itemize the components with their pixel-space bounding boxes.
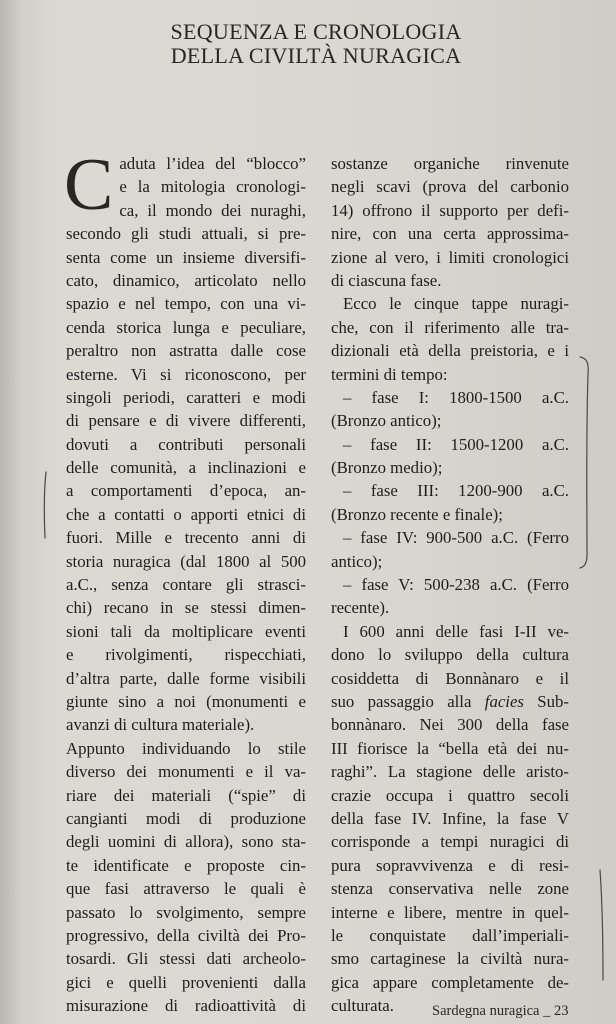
pencil-bracket-mark <box>578 355 592 570</box>
text-line: di ciascuna fase. <box>331 270 442 290</box>
text-line: stenza conservativa nelle zone <box>331 879 569 899</box>
text-line: sostanze organiche rinvenute <box>331 154 569 173</box>
text-line: le conquistate dall’imperiali- <box>331 925 569 945</box>
pencil-margin-mark <box>598 868 606 983</box>
text-line: passato lo svolgimento, sempre <box>66 902 306 922</box>
text-line: riare dei materiali (“spie” di <box>66 785 306 805</box>
text-line: progressivo, della civiltà dei Pro- <box>66 925 306 945</box>
text-line: bonnànaro. Nei 300 della fase <box>331 715 569 735</box>
text-line: (Bronzo recente e finale); <box>331 504 503 524</box>
title-line-2: DELLA CIVILTÀ NURAGICA <box>170 43 462 68</box>
text-line: dovuti a contributi personali <box>66 434 306 454</box>
text-line: gica appare completamente de- <box>331 972 569 992</box>
phase-item: – fase IV: 900-500 a.C. (Ferro <box>343 528 569 548</box>
text-line: dizionali età della preistoria, e i <box>331 341 569 361</box>
text-line: cangianti modi di produzione <box>66 808 306 828</box>
phase-item: – fase V: 500-238 a.C. (Ferro <box>343 575 569 595</box>
text-line: a.C., senza contare gli strasci- <box>66 575 306 595</box>
text-line: della fase IV. Infine, la fase V <box>331 808 569 828</box>
text-line: (Bronzo medio); <box>331 458 443 478</box>
text-line: storia nuragica (dal 1800 al 500 <box>66 551 306 571</box>
text-line: III fiorisce la “bella età dei nu- <box>331 738 569 758</box>
text-line: (Bronzo antico); <box>331 411 442 431</box>
text-line: dono lo sviluppo della cultura <box>331 645 569 665</box>
italic-word: facies <box>484 691 524 711</box>
text-line: nire, con una certa approssima- <box>331 224 569 244</box>
text-line: crazie occupa i quattro secoli <box>331 785 569 805</box>
text-line: e rivolgimenti, rispecchiati, <box>66 645 306 665</box>
text-segment: suo passaggio alla <box>331 691 485 711</box>
text-segment: Sub- <box>523 691 569 711</box>
text-line <box>331 690 569 713</box>
phase-item: – fase III: 1200-900 a.C. <box>343 481 569 501</box>
text-line: peraltro non astratta dalle cose <box>66 341 306 361</box>
text-line: pura sopravvivenza e di resi- <box>331 855 569 875</box>
text-line: cato, dinamico, articolato nello <box>66 270 306 290</box>
text-line: giunte sino a noi (monumenti e <box>66 691 306 711</box>
text-line: delle comunità, a inclinazioni e <box>66 458 306 478</box>
text-line: cosiddetta di Bonnànaro e il <box>331 668 569 688</box>
left-column <box>64 144 306 1017</box>
text-line: spazio e nel tempo, con una vi- <box>66 294 306 314</box>
text-line: te identificate e proposte cin- <box>66 855 306 875</box>
text-line: che a contatti o apporti etnici di <box>66 504 306 524</box>
phase-item: – fase II: 1500-1200 a.C. <box>343 434 569 454</box>
text-line: singoli periodi, caratteri e modi <box>66 387 306 407</box>
drop-cap: C <box>64 144 114 226</box>
text-line: negli scavi (prova del carbonio <box>331 177 569 197</box>
text-line: che, con il riferimento alle tra- <box>331 317 569 337</box>
text-line: misurazione di radioattività di <box>66 996 306 1016</box>
text-line: chi) recano in se stessi dimen- <box>66 598 306 618</box>
text-line: fuori. Mille e trecento anni di <box>66 528 306 548</box>
text-line: ca, il mondo dei nuraghi, <box>119 200 306 220</box>
text-line: zione al vero, i limiti cronologici <box>331 247 569 267</box>
text-line: gici e quelli provenienti dalla <box>66 972 306 992</box>
page-footer: Sardegna nuragica _ 23 <box>432 1003 569 1019</box>
text-line: secondo gli studi attuali, si pre- <box>66 224 306 244</box>
text-line: Ecco le cinque tappe nuragi- <box>343 294 569 314</box>
text-line: tosardi. Gli stessi dati archeolo- <box>66 949 306 969</box>
title-line-1: SEQUENZA E CRONOLOGIA <box>170 19 462 44</box>
text-line: esterne. Vi si riconoscono, per <box>66 364 306 384</box>
text-line: culturata. <box>331 996 394 1016</box>
page-title <box>0 20 616 68</box>
phase-item: – fase I: 1800-1500 a.C. <box>343 387 569 407</box>
text-line: aduta l’idea del “blocco” <box>119 154 306 173</box>
text-line: diverso dei monumenti e il va- <box>66 762 306 782</box>
text-line: termini di tempo: <box>331 364 448 384</box>
text-line: e la mitologia cronologi- <box>119 177 306 197</box>
text-line: degli uomini di allora), sono sta- <box>66 832 306 852</box>
text-line: que fasi attraverso le quali è <box>66 879 306 899</box>
text-line: 14) offrono il supporto per defi- <box>331 200 569 220</box>
text-line: senta come un insieme diversifi- <box>66 247 306 267</box>
text-line: raghi”. La stagione delle aristo- <box>331 762 569 782</box>
text-line: smo cartaginese la civiltà nura- <box>331 949 569 969</box>
right-column <box>331 152 569 1017</box>
text-line: recente). <box>331 598 390 618</box>
text-line: d’altra parte, dalle forme visibili <box>66 668 306 688</box>
text-line: di pensare e di vivere differenti, <box>66 411 306 431</box>
text-line: avanzi di cultura materiale). <box>66 715 255 735</box>
text-line: interne e libere, mentre in quel- <box>331 902 569 922</box>
text-line: cenda storica lunga e peculiare, <box>66 317 306 337</box>
text-line: a comportamenti d’epoca, an- <box>66 481 306 501</box>
text-line: I 600 anni delle fasi I-II ve- <box>343 621 569 641</box>
pencil-margin-mark <box>42 470 48 540</box>
text-line: antico); <box>331 551 383 571</box>
text-line: corrisponde a tempi nuragici di <box>331 832 569 852</box>
text-line: sioni tali da moltiplicare eventi <box>66 621 306 641</box>
text-line: Appunto individuando lo stile <box>66 738 306 758</box>
